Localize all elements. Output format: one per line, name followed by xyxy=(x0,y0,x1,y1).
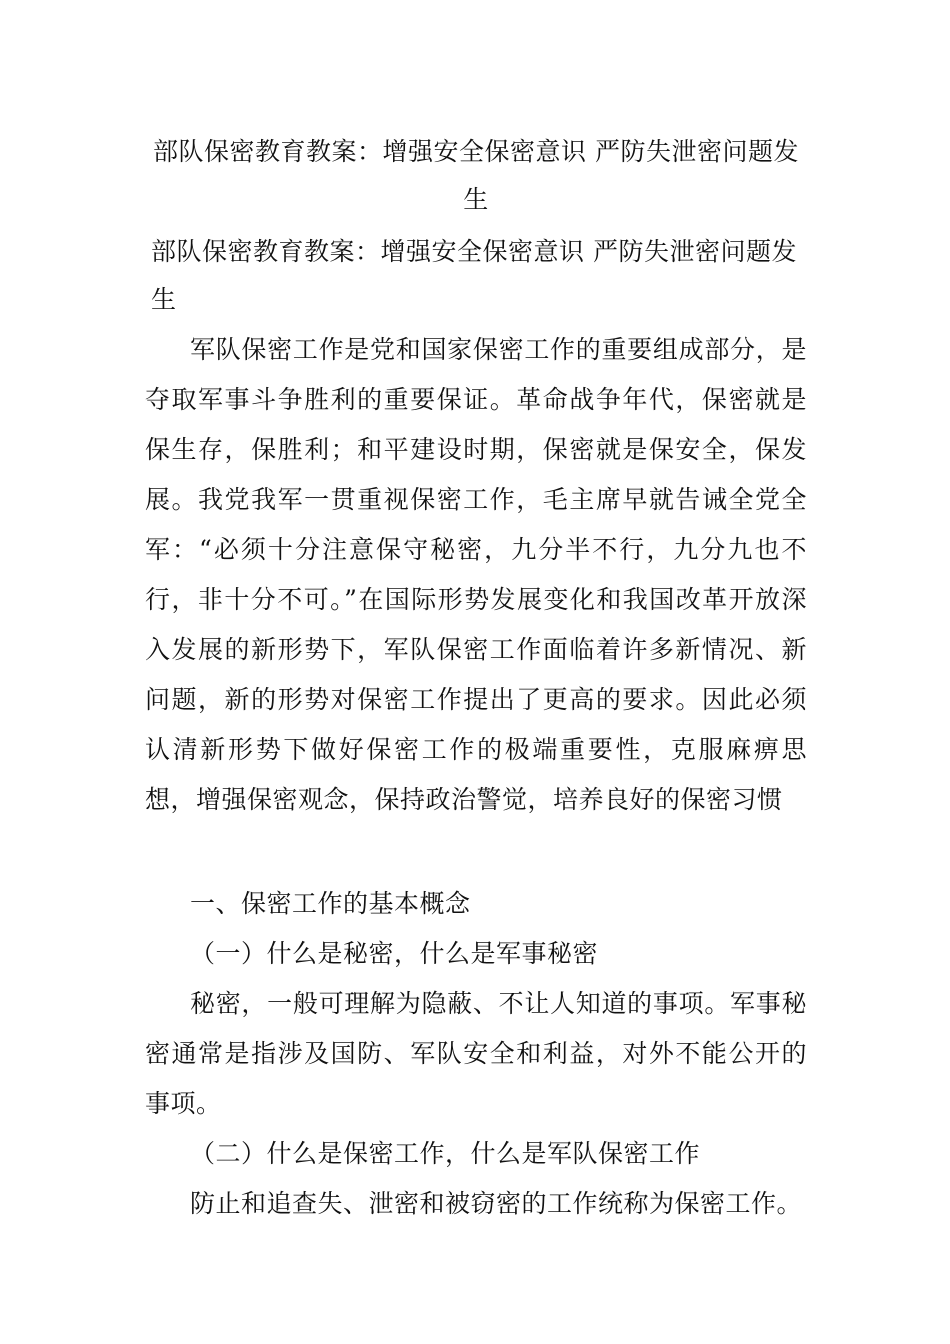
document-page xyxy=(145,128,807,1229)
subsection-heading-secrets: （一）什么是秘密，什么是军事秘密 xyxy=(190,939,599,968)
subsection-heading-secrecy-work: （二）什么是保密工作，什么是军队保密工作 xyxy=(190,1139,701,1168)
document-subtitle: 部队保密教育教案：增强安全保密意识 严防失泄密问题发生 xyxy=(151,237,797,314)
subsection-text-secrecy-work: 防止和追查失、泄密和被窃密的工作统称为保密工作。 xyxy=(190,1189,803,1218)
section-heading-basic-concepts: 一、保密工作的基本概念 xyxy=(190,889,471,918)
section-gap xyxy=(145,825,807,879)
intro-paragraph: 军队保密工作是党和国家保密工作的重要组成部分，是夺取军事斗争胜利的重要保证。革命战争年代，保密就是保生存，保胜利；和平建设时期，保密就是保安全，保发展。我党我军一贯重视保密工作，毛主席早就告诫全党全军：“必须十分注意保守秘密，九分半不行，九分九也不行，非十分不可。”在国际形势发展变化和我国改革开放深入发展的新形势下，军队保密工作面临着许多新情况、新问题，新的形势对保密工作提出了更高的要求。因此必须认清新形势下做好保密工作的极端重要性，克服麻痹思想，增强保密观念，保持政治警觉，培养良好的保密习惯 xyxy=(145,335,807,814)
document-title: 部队保密教育教案：增强安全保密意识 严防失泄密问题发生 xyxy=(153,137,799,214)
subsection-text-secrets: 秘密，一般可理解为隐蔽、不让人知道的事项。军事秘密通常是指涉及国防、军队安全和利益，对外不能公开的事项。 xyxy=(145,989,807,1118)
